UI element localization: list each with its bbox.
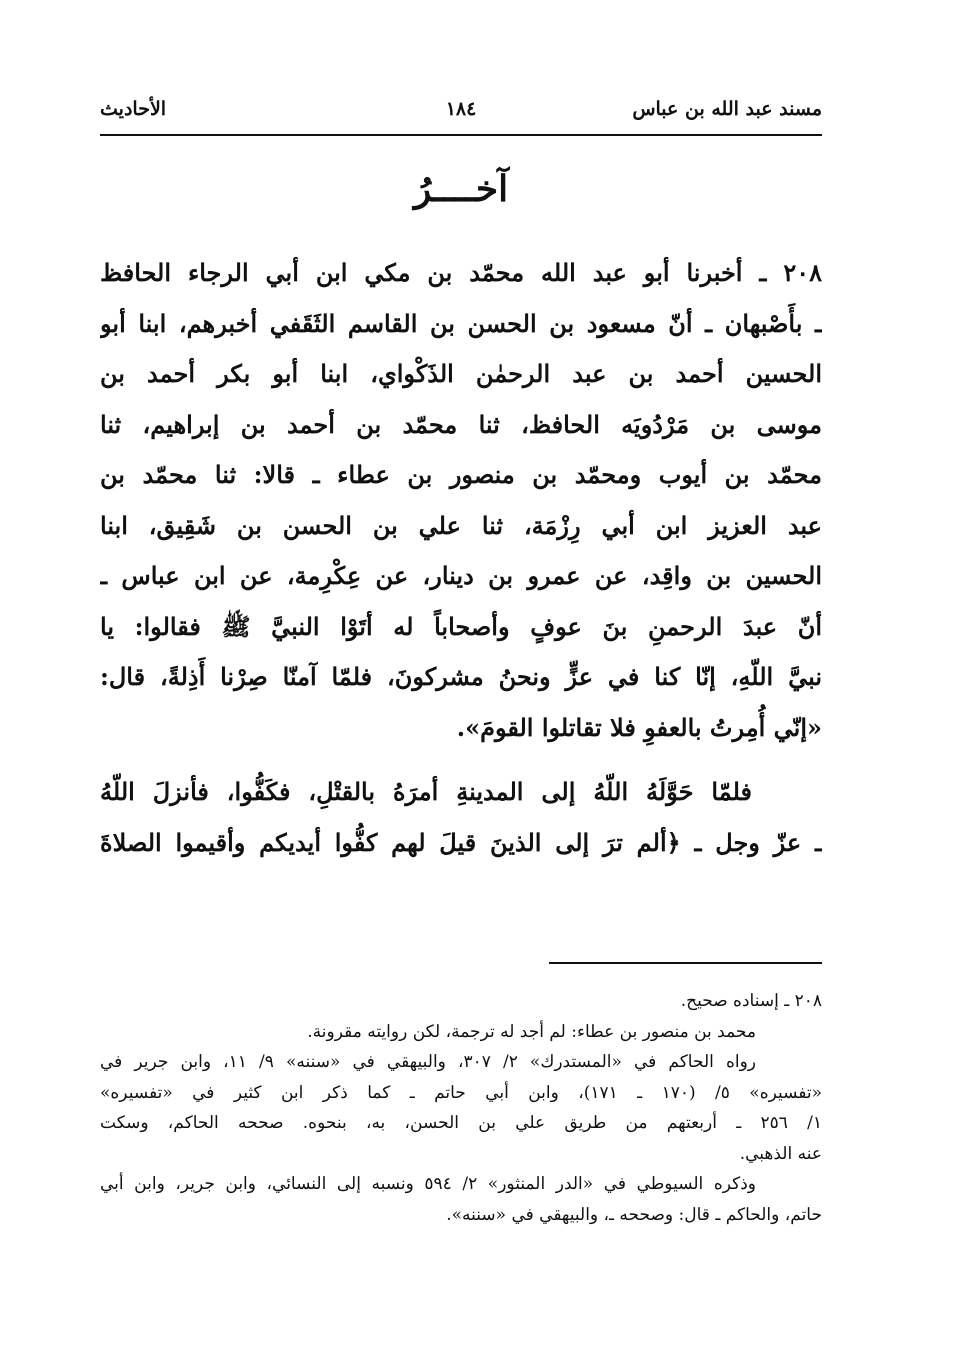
section-name: الأحاديث xyxy=(100,98,167,120)
hadith-paragraph-1 xyxy=(100,248,822,753)
text-line: محمّد بن أيوب ومحمّد بن منصور بن عطاء ـ قالا: ثنا محمّد بن xyxy=(100,460,822,489)
text-line: نبيَّ اللّهِ، إنّا كنا في عزٍّ ونحنُ مشركونَ، فلمّا آمنّا صِرْنا أَذِلةً، قال: xyxy=(100,662,822,691)
hadith-paragraph-2 xyxy=(100,767,822,868)
footnotes xyxy=(100,986,822,1230)
text-line: الحسين بن واقِد، عن عمرو بن دينار، عن عِكْرِمة، عن ابن عباس ـ xyxy=(100,561,822,590)
footnote-line: عنه الذهبي. xyxy=(739,1143,822,1164)
footnote-line: رواه الحاكم في «المستدرك» ٢/ ٣٠٧، والبيهقي في «سننه» ٩/ ١١، وابن جرير في xyxy=(100,1052,756,1072)
footnote-line: ١/ ٢٥٦ ـ أربعتهم من طريق علي بن الحسن، به، بنحوه. صححه الحاكم، وسكت xyxy=(100,1113,822,1133)
text-line: عبد العزيز ابن أبي رِزْمَة، ثنا علي بن الحسن بن شَقِيق، ابنا xyxy=(100,510,822,540)
text-line: ـ بأَصْبهان ـ أنّ مسعود بن الحسن بن القاسم الثَقَفي أخبرهم، ابنا أبو xyxy=(100,308,822,338)
text-line: ـ عزّ وجل ـ ﴿ألم ترَ إلى الذينَ قيلَ لهم كفُّوا أيديكم وأقيموا الصلاةَ xyxy=(100,827,822,857)
footnote-rule xyxy=(549,962,822,964)
footnote-line: ٢٠٨ ـ إسناده صحيح. xyxy=(680,991,822,1011)
text-line: أنّ عبدَ الرحمنِ بنَ عوفٍ وأصحاباً له أتَوْا النبيَّ ﷺ فقالوا: يا xyxy=(100,611,822,641)
running-header xyxy=(100,98,822,128)
section-title: آخــــرُ xyxy=(413,168,509,210)
book-title: مسند عبد الله بن عباس xyxy=(632,98,822,120)
hadith-text xyxy=(100,248,822,868)
footnote-line: محمد بن منصور بن عطاء: لم أجد له ترجمة، لكن روايته مقرونة. xyxy=(307,1021,756,1042)
text-line: فلمّا حَوَّلَهُ اللّهُ إلى المدينةِ أمرَهُ بالقتْلِ، فكَفُّوا، فأنزلَ اللّهُ xyxy=(100,777,752,806)
text-line: الحسين أحمد بن عبد الرحمٰن الذَكْواي، ابنا أبو بكر أحمد بن xyxy=(100,359,822,388)
footnote-line: «تفسيره» ٥/ (١٧٠ ـ ١٧١)، وابن أبي حاتم ـ كما ذكر ابن كثير في «تفسيره» xyxy=(100,1082,822,1103)
text-line: ٢٠٨ ـ أخبرنا أبو عبد الله محمّد بن مكي ابن أبي الرجاء الحافظ xyxy=(100,258,822,287)
footnote-line: حاتم، والحاكم ـ قال: وصححه ـ، والبيهقي في «سننه». xyxy=(446,1204,822,1225)
header-rule xyxy=(100,134,822,136)
page-number: ١٨٤ xyxy=(445,98,477,120)
text-line: موسى بن مَرْدُويَه الحافظ، ثنا محمّد بن أحمد بن إبراهيم، ثنا xyxy=(100,409,822,439)
footnote-line: وذكره السيوطي في «الدر المنثور» ٢/ ٥٩٤ ونسبه إلى النسائي، وابن جرير، وابن أبي xyxy=(100,1174,756,1194)
text-line: «إنّي أُمِرتُ بالعفوِ فلا تقاتلوا القومَ». xyxy=(456,712,822,742)
